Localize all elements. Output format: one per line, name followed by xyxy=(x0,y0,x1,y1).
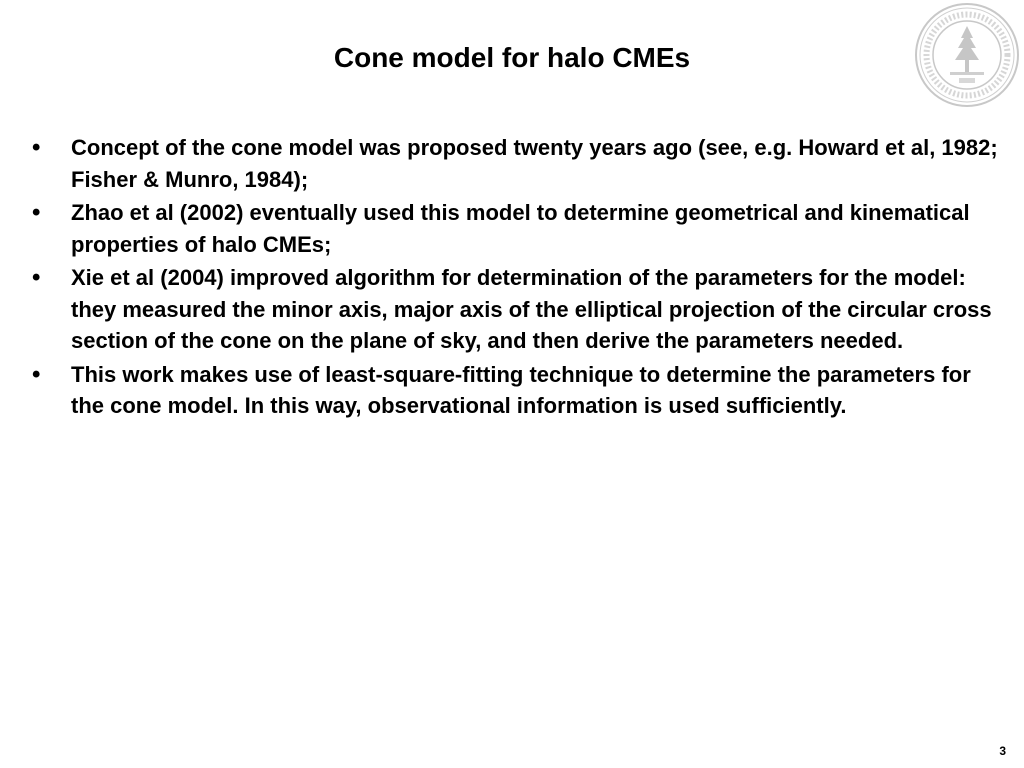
bullet-list xyxy=(30,132,1000,424)
bullet-text: Xie et al (2004) improved algorithm for determination of the parameters for the model: they measured the minor axis, major axis of the elliptical projection of the circular cross section of the cone on the plane of sky, and then derive the parameters needed. xyxy=(71,265,992,353)
slide-title: Cone model for halo CMEs xyxy=(333,42,691,73)
bullet-item xyxy=(30,359,1000,422)
university-seal-icon xyxy=(914,2,1020,108)
bullet-text: Zhao et al (2002) eventually used this model to determine geometrical and kinematical properties of halo CMEs; xyxy=(71,200,970,257)
bullet-item xyxy=(30,132,1000,195)
page-number: 3 xyxy=(999,744,1006,758)
bullet-item xyxy=(30,262,1000,357)
bullet-dot: • xyxy=(32,360,41,388)
bullet-dot: • xyxy=(32,264,41,291)
bullet-item xyxy=(30,197,1000,260)
bullet-text: Concept of the cone model was proposed twenty years ago (see, e.g. Howard et al, 1982; Fisher & Munro, 1984); xyxy=(71,135,998,192)
bullet-dot: • xyxy=(32,134,41,161)
bullet-dot: • xyxy=(32,199,41,226)
bullet-text: This work makes use of least-square-fitting technique to determine the parameters for the cone model. In this way, observational information is used sufficiently. xyxy=(71,361,971,418)
